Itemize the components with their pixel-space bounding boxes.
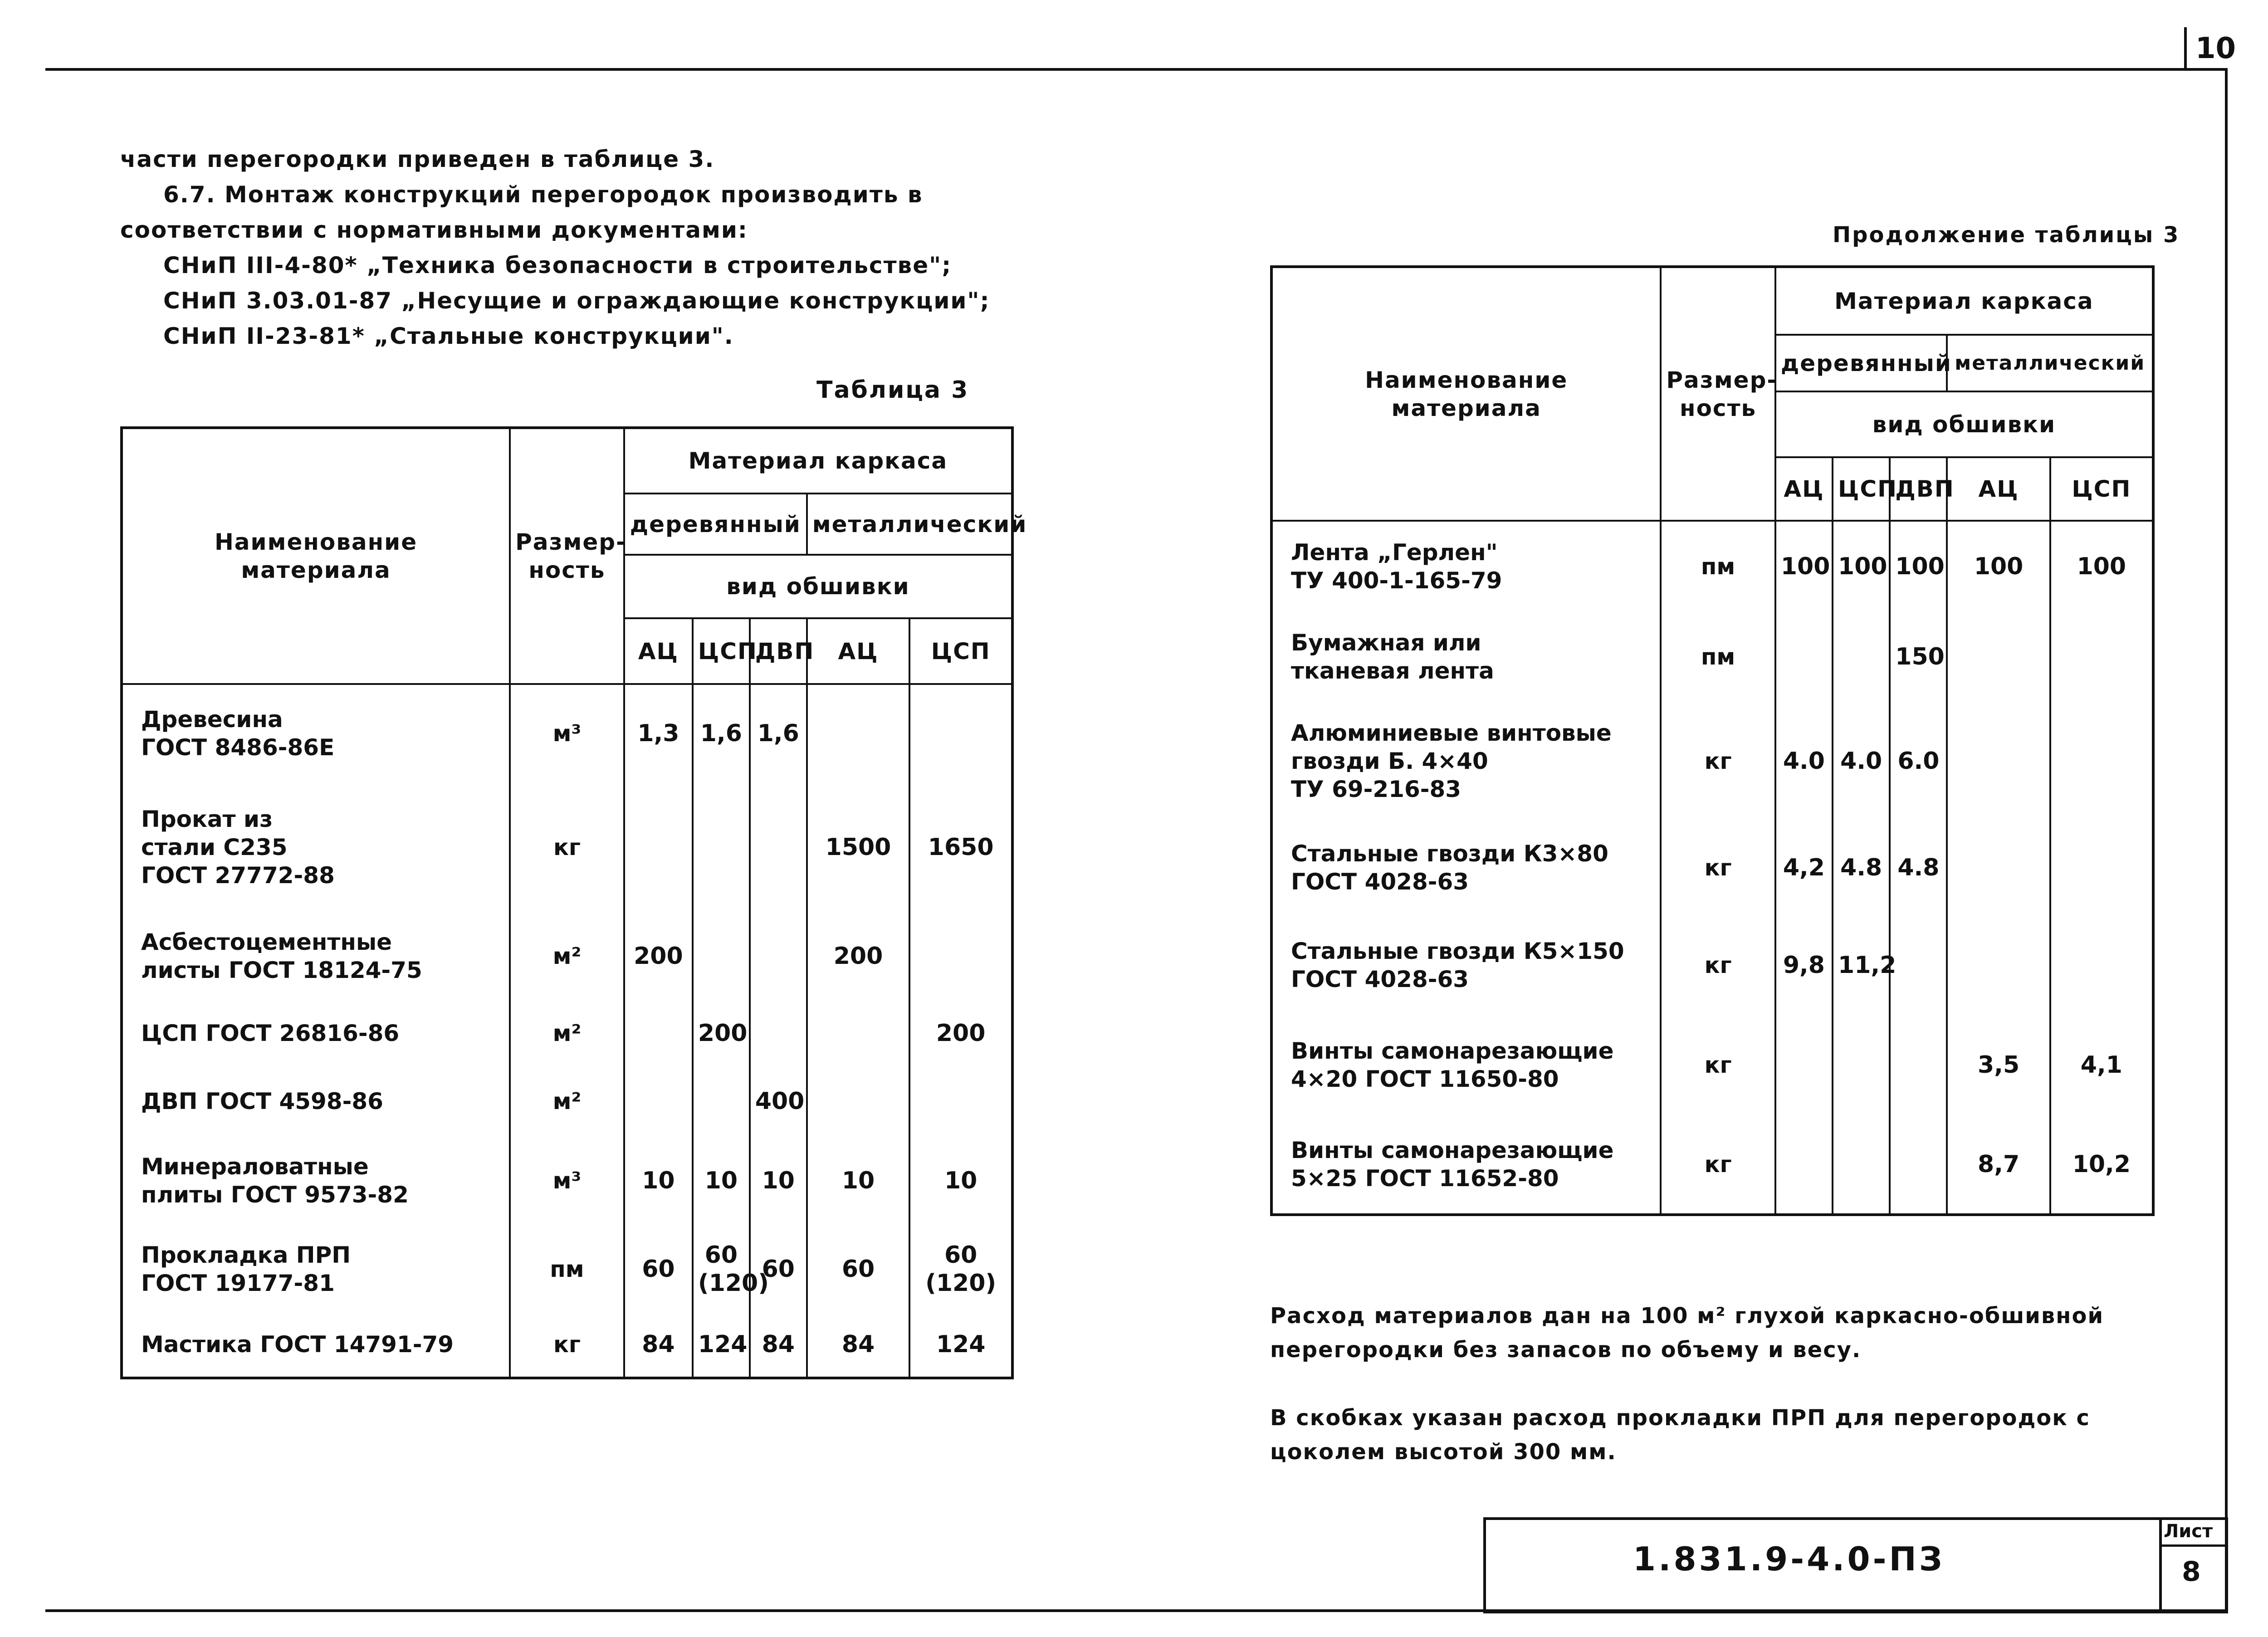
header-metal: металлический [807,494,1012,555]
stamp-sheet-divider [2159,1544,2225,1547]
value-cell: 200 [807,913,910,999]
value-cell: 1,6 [693,684,750,782]
header-metal: металлический [1947,335,2153,391]
value-cell [2050,820,2153,915]
text-line-2: 6.7. Монтаж конструкций перегородок производить в [163,181,923,208]
text-line-3: соответствии с нормативными документами: [120,217,748,243]
value-cell: 4.0 [1775,702,1833,820]
value-cell [909,1067,1012,1135]
material-name: Лента „Герлен" ТУ 400-1-165-79 [1271,521,1661,611]
material-unit: кг [1661,820,1775,915]
value-cell: 60 (120) [693,1226,750,1312]
value-cell [807,684,910,782]
header-ac: АЦ [1775,457,1833,521]
header-dvp: ДВП [1890,457,1947,521]
note-2-line-2: цоколем высотой 300 мм. [1270,1439,1617,1465]
header-material-name: Наименование материала [122,428,510,684]
value-cell [2050,915,2153,1015]
material-name: Стальные гвозди К5×150 ГОСТ 4028-63 [1271,915,1661,1015]
value-cell: 124 [693,1312,750,1378]
value-cell [1890,1015,1947,1115]
header-ac-metal: АЦ [1947,457,2050,521]
value-cell: 60 (120) [909,1226,1012,1312]
value-cell [1833,1115,1890,1215]
value-cell: 100 [1890,521,1947,611]
material-name: Прокладка ПРП ГОСТ 19177-81 [122,1226,510,1312]
material-name: Мастика ГОСТ 14791-79 [122,1312,510,1378]
value-cell [1947,611,2050,702]
value-cell [1890,1115,1947,1215]
value-cell [693,782,750,913]
value-cell: 9,8 [1775,915,1833,1015]
value-cell [1890,915,1947,1015]
value-cell: 100 [1947,521,2050,611]
value-cell: 100 [1775,521,1833,611]
text-line-4: СНиП III-4-80* „Техника безопасности в строительстве"; [163,252,952,279]
header-csp: ЦСП [1833,457,1890,521]
value-cell [750,999,807,1067]
material-name: Древесина ГОСТ 8486-86Е [122,684,510,782]
header-ac-metal: АЦ [807,618,910,684]
value-cell [1947,820,2050,915]
header-csp-metal: ЦСП [909,618,1012,684]
value-cell [624,1067,693,1135]
note-2-line-1: В скобках указан расход прокладки ПРП для перегородок с [1270,1405,2090,1431]
material-unit: кг [1661,702,1775,820]
value-cell: 4,2 [1775,820,1833,915]
material-unit: м² [510,1067,624,1135]
material-name: ЦСП ГОСТ 26816-86 [122,999,510,1067]
value-cell [750,782,807,913]
material-unit: кг [510,782,624,913]
header-csp-metal: ЦСП [2050,457,2153,521]
header-wooden: деревянный [624,494,807,555]
value-cell: 10 [750,1135,807,1226]
material-name: Стальные гвозди К3×80 ГОСТ 4028-63 [1271,820,1661,915]
value-cell: 100 [1833,521,1890,611]
value-cell: 400 [750,1067,807,1135]
value-cell: 11,2 [1833,915,1890,1015]
material-unit: пм [1661,611,1775,702]
value-cell: 200 [624,913,693,999]
value-cell [1775,1115,1833,1215]
top-frame-line [45,68,2227,71]
header-sheathing-type: вид обшивки [624,555,1012,618]
material-name: Прокат из стали С235 ГОСТ 27772-88 [122,782,510,913]
header-material-name: Наименование материала [1271,267,1661,521]
left-table-caption: Таблица 3 [816,376,969,404]
value-cell: 84 [750,1312,807,1378]
header-ac: АЦ [624,618,693,684]
stamp-divider [2159,1517,2162,1611]
material-name: Алюминиевые винтовые гвозди Б. 4×40 ТУ 69-216-83 [1271,702,1661,820]
value-cell: 124 [909,1312,1012,1378]
value-cell: 1,3 [624,684,693,782]
material-unit: м² [510,913,624,999]
header-unit: Размер-ность [1661,267,1775,521]
material-unit: кг [1661,1015,1775,1115]
value-cell: 4.8 [1833,820,1890,915]
value-cell [909,684,1012,782]
material-unit: пм [1661,521,1775,611]
value-cell: 8,7 [1947,1115,2050,1215]
value-cell [909,913,1012,999]
value-cell: 60 [807,1226,910,1312]
value-cell [807,999,910,1067]
text-line-6: СНиП II-23-81* „Стальные конструкции". [163,323,734,349]
header-sheathing-type: вид обшивки [1775,391,2153,457]
value-cell: 84 [807,1312,910,1378]
right-frame-line [2225,68,2228,1610]
value-cell: 4,1 [2050,1015,2153,1115]
materials-table-left [120,426,1027,1379]
header-frame-material: Материал каркаса [1775,267,2153,335]
value-cell: 3,5 [1947,1015,2050,1115]
value-cell: 6.0 [1890,702,1947,820]
value-cell [1833,611,1890,702]
value-cell [1947,915,2050,1015]
value-cell: 200 [909,999,1012,1067]
text-line-5: СНиП 3.03.01-87 „Несущие и ограждающие конструкции"; [163,288,990,314]
header-wooden: деревянный [1775,335,1947,391]
value-cell [1833,1015,1890,1115]
value-cell [750,913,807,999]
value-cell: 1,6 [750,684,807,782]
value-cell: 10 [624,1135,693,1226]
value-cell: 4.0 [1833,702,1890,820]
note-1-line-2: перегородки без запасов по объему и весу. [1270,1337,1862,1363]
page-number: 10 [2195,32,2236,65]
text-line-1: части перегородки приведен в таблице 3. [120,146,715,172]
value-cell: 200 [693,999,750,1067]
value-cell [1775,1015,1833,1115]
value-cell [624,999,693,1067]
value-cell: 4.8 [1890,820,1947,915]
value-cell [807,1067,910,1135]
header-frame-material: Материал каркаса [624,428,1012,494]
material-unit: кг [1661,1115,1775,1215]
header-csp: ЦСП [693,618,750,684]
material-unit: кг [510,1312,624,1378]
value-cell [693,1067,750,1135]
material-unit: м³ [510,1135,624,1226]
value-cell: 100 [2050,521,2153,611]
header-unit: Размер-ность [510,428,624,684]
material-name: Винты самонарезающие 4×20 ГОСТ 11650-80 [1271,1015,1661,1115]
material-name: ДВП ГОСТ 4598-86 [122,1067,510,1135]
header-dvp: ДВП [750,618,807,684]
sheet-label: Лист [2164,1521,2213,1542]
page-number-divider [2184,27,2187,71]
value-cell: 10 [807,1135,910,1226]
value-cell: 10 [909,1135,1012,1226]
value-cell: 1500 [807,782,910,913]
value-cell: 150 [1890,611,1947,702]
value-cell: 60 [624,1226,693,1312]
note-1-line-1: Расход материалов дан на 100 м² глухой каркасно-обшивной [1270,1303,2104,1329]
value-cell [2050,611,2153,702]
sheet-number: 8 [2182,1556,2201,1588]
material-unit: м² [510,999,624,1067]
material-name: Бумажная или тканевая лента [1271,611,1661,702]
value-cell: 60 [750,1226,807,1312]
material-name: Минераловатные плиты ГОСТ 9573-82 [122,1135,510,1226]
value-cell: 1650 [909,782,1012,913]
value-cell: 10,2 [2050,1115,2153,1215]
value-cell [2050,702,2153,820]
right-table-caption: Продолжение таблицы 3 [1833,222,2180,248]
material-unit: м³ [510,684,624,782]
material-unit: пм [510,1226,624,1312]
value-cell: 84 [624,1312,693,1378]
value-cell [693,913,750,999]
material-name: Винты самонарезающие 5×25 ГОСТ 11652-80 [1271,1115,1661,1215]
material-unit: кг [1661,915,1775,1015]
value-cell [1947,702,2050,820]
value-cell: 10 [693,1135,750,1226]
document-code: 1.831.9-4.0-ПЗ [1633,1540,1945,1578]
value-cell [1775,611,1833,702]
value-cell [624,782,693,913]
materials-table-right [1270,265,2155,1216]
material-name: Асбестоцементные листы ГОСТ 18124-75 [122,913,510,999]
